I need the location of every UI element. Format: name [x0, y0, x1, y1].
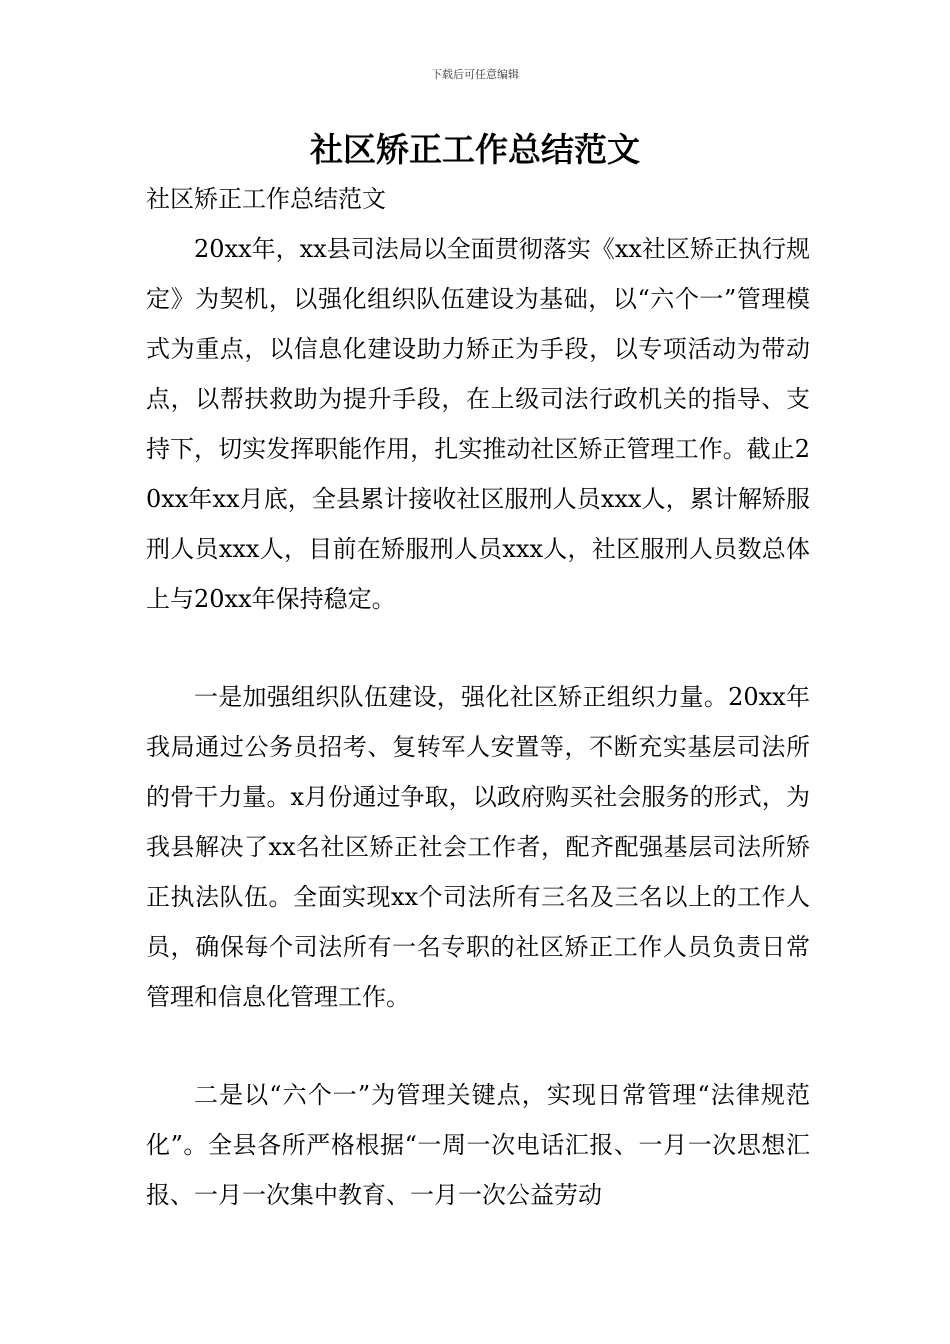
header-note: 下载后可任意编辑 [431, 68, 519, 81]
body-paragraph-2: 一是加强组织队伍建设，强化社区矫正组织力量。20xx年我局通过公务员招考、复转军人安置等，不断充实基层司法所的骨干力量。x月份通过争取，以政府购买社会服务的形式，为我县解决了xx名社区矫正社会工作者，配齐配强基层司法所矫正执法队伍。全面实现xx个司法所有三名及三名以上的工作人员，确保每个司法所有一名专职的社区矫正工作人员负责日常管理和信息化管理工作。 [146, 683, 810, 1011]
document-title: 社区矫正工作总结范文 [310, 130, 640, 169]
body-paragraph-3: 二是以“六个一”为管理关键点，实现日常管理“法律规范化”。全县各所严格根据“一周一次电话汇报、一月一次思想汇报、一月一次集中教育、一月一次公益劳动 [146, 1081, 810, 1209]
body-paragraph-1: 20xx年，xx县司法局以全面贯彻落实《xx社区矫正执行规定》为契机，以强化组织队伍建设为基础，以“六个一”管理模式为重点，以信息化建设助力矫正为手段，以专项活动为带动点，以帮扶救助为提升手段，在上级司法行政机关的指导、支持下，切实发挥职能作用，扎实推动社区矫正管理工作。截止20xx年xx月底，全县累计接收社区服刑人员xxx人，累计解矫服刑人员xxx人，目前在矫服刑人员xxx人，社区服刑人员数总体上与20xx年保持稳定。 [146, 235, 810, 613]
document-subtitle: 社区矫正工作总结范文 [146, 185, 386, 213]
